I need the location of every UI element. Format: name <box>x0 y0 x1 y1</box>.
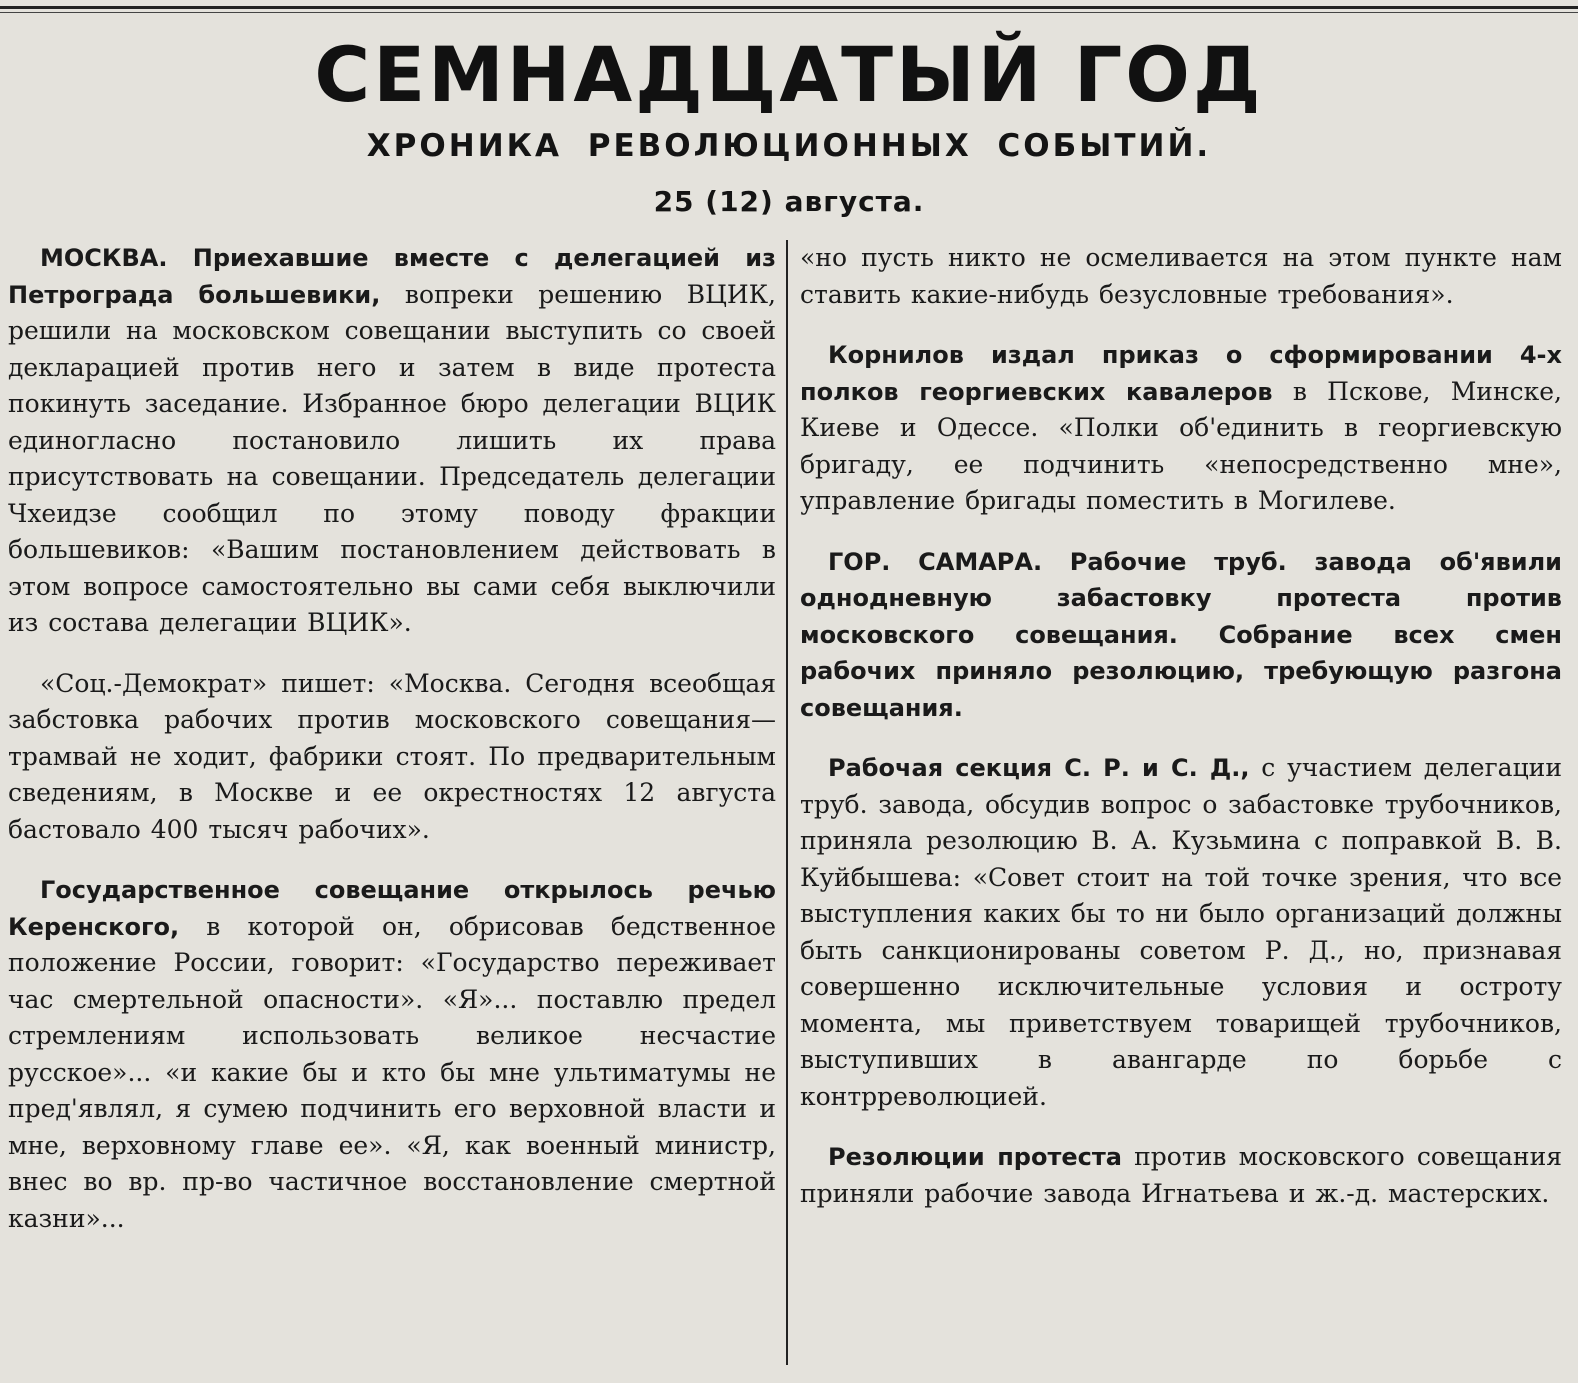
article-body: «но пусть никто не осмеливается на этом пункте нам ставить какие-нибудь безусловные требования». <box>800 243 1562 309</box>
article-continuation <box>800 240 1562 313</box>
article-lead: Государственное совещание открылось речью Керенского, <box>8 876 776 941</box>
dateline: 25 (12) августа. <box>653 185 925 218</box>
top-rule-thin <box>0 12 1578 13</box>
left-column <box>8 240 776 1261</box>
article-moscow <box>8 240 776 642</box>
article-body: в Пскове, Минске, Киеве и Одессе. «Полки об'единить в георгиевскую бригаду, ее подчинить «непосредственно мне», управление бригады поместить в Могилеве. <box>800 376 1562 515</box>
headline: СЕМНАДЦАТЫЙ ГОД <box>314 30 1264 119</box>
top-rule <box>0 6 1578 9</box>
article-lead: Рабочая секция С. Р. и С. Д., <box>828 754 1250 782</box>
article-lead: Корнилов издал приказ о сформировании 4-х полков георгиевских кавалеров <box>800 341 1562 406</box>
right-column <box>800 240 1562 1236</box>
article-body: в которой он, обрисовав бедственное положение России, говорит: «Государство переживает час смертельной опасности». «Я»... поставлю предел стремлениям использовать великое несчастие русское»... «и какие бы и кто бы мне ультиматумы не пред'являл, я сумею подчинить его верховной власти и мне, верховному главе ее». «Я, как военный министр, внес во вр. пр-во частичное восстановление смертной казни»... <box>8 911 776 1233</box>
article-state-conference <box>8 872 776 1237</box>
subtitle: ХРОНИКА РЕВОЛЮЦИОННЫХ СОБЫТИЙ. <box>366 128 1212 164</box>
article-kornilov <box>800 337 1562 520</box>
article-body: с участием делегации труб. завода, обсудив вопрос о забастовке трубочников, приняла резолюцию В. А. Кузьмина с поправкой В. В. Куйбышева: «Совет стоит на той точке зрения, что все выступления каких бы то ни было организаций должны быть санкционированы советом Р. Д., но, признавая совершенно исключительные условия и остроту момента, мы приветствуем товарищей трубочников, выступивших в авангарде по борьбе с контрреволюцией. <box>800 753 1562 1111</box>
article-lead: ГОР. САМАРА. Рабочие труб. завода об'явили однодневную забастовку протеста против московского совещания. Собрание всех смен рабочих приняло резолюцию, требующую разгона совещания. <box>800 547 1562 722</box>
article-samara <box>800 544 1562 727</box>
article-soc-democrat <box>8 666 776 849</box>
article-body: против московского совещания приняли рабочие завода Игнатьева и ж.-д. мастерских. <box>800 1142 1562 1208</box>
article-body: вопреки решению ВЦИК, решили на московском совещании выступить со своей декларацией против него и затем в виде протеста покинуть заседание. Избранное бюро делегации ВЦИК единогласно постановило лишить их права присутствовать на совещании. Председатель делегации Чхеидзе сообщил по этому поводу фракции большевиков: «Вашим постановлением действовать в этом вопросе самостоятельно вы сами себя выключили из состава делегации ВЦИК». <box>8 279 776 637</box>
article-workers-section <box>800 750 1562 1115</box>
article-lead: Резолюции протеста <box>828 1143 1122 1171</box>
article-protest-resolutions <box>800 1139 1562 1212</box>
article-lead: МОСКВА. Приехавшие вместе с делегацией из Петрограда большевики, <box>8 244 776 309</box>
column-divider <box>786 240 788 1365</box>
article-body: «Соц.-Демократ» пишет: «Москва. Сегодня всеобщая забстовка рабочих против московского совещания—трамвай не ходит, фабрики стоят. По предварительным сведениям, в Москве и ее окрестностях 12 августа бастовало 400 тысяч рабочих». <box>8 668 776 844</box>
